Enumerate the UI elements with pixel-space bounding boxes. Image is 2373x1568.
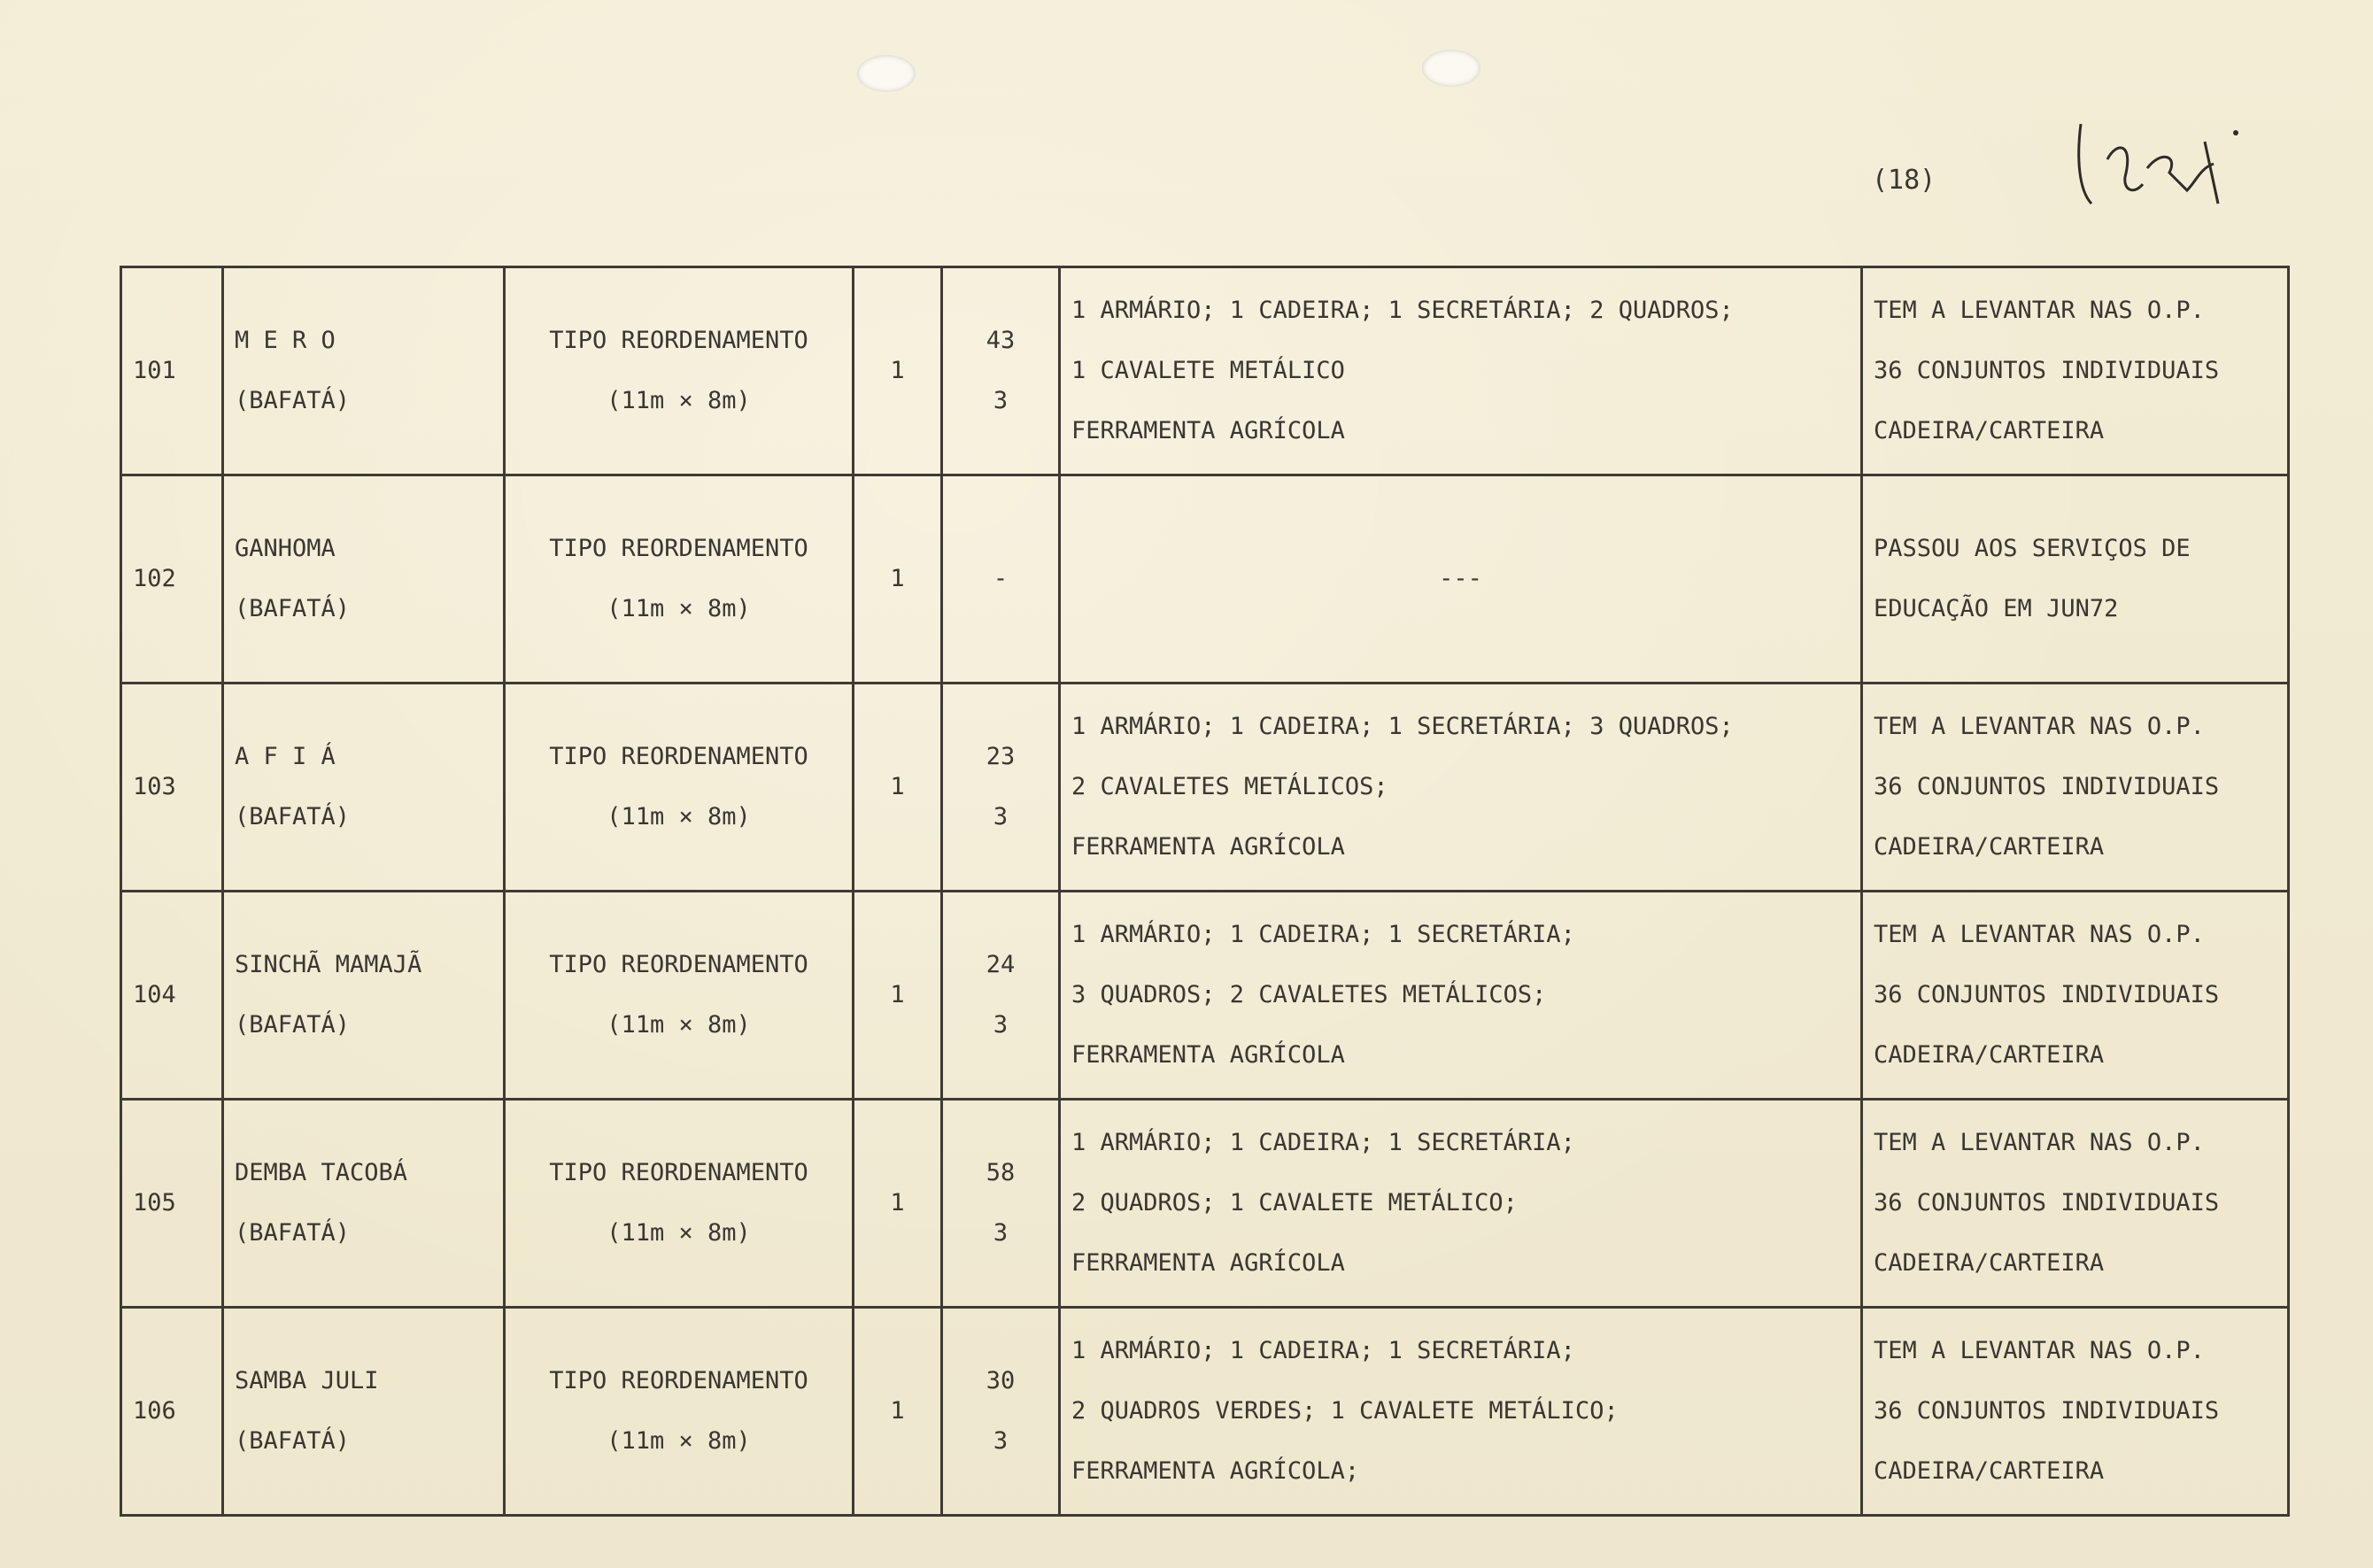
equipment-line-2: 2 QUADROS; 1 CAVALETE METÁLICO; — [1071, 1189, 1518, 1217]
observation-line-3: CADEIRA/CARTEIRA — [1874, 1249, 2105, 1277]
pupils-teachers-cell — [942, 267, 1060, 475]
classroom-count: 1 — [854, 1100, 942, 1308]
observation-line-1: TEM A LEVANTAR NAS O.P. — [1874, 1129, 2205, 1156]
equipment-line-3: FERRAMENTA AGRÍCOLA — [1071, 1249, 1345, 1277]
pupil-count: 43 — [986, 327, 1016, 354]
teacher-count: 3 — [993, 1011, 1009, 1039]
observation-line-3: CADEIRA/CARTEIRA — [1874, 1041, 2105, 1069]
building-dimensions: (11m × 8m) — [607, 595, 751, 622]
school-name-cell — [223, 684, 505, 892]
equipment-line-1: 1 ARMÁRIO; 1 CADEIRA; 1 SECRETÁRIA; — [1071, 1337, 1575, 1364]
observations-cell — [1862, 684, 2289, 892]
school-name: M E R O — [235, 327, 336, 354]
equipment-line-1: 1 ARMÁRIO; 1 CADEIRA; 1 SECRETÁRIA; — [1071, 921, 1575, 948]
equipment-line-3: FERRAMENTA AGRÍCOLA — [1071, 417, 1345, 444]
school-name: A F I Á — [235, 743, 336, 770]
building-type-cell — [505, 1308, 854, 1516]
school-region: (BAFATÁ) — [235, 1011, 351, 1039]
building-type: TIPO REORDENAMENTO — [549, 535, 808, 562]
teacher-count: 3 — [993, 1219, 1009, 1247]
table-row — [121, 1100, 2289, 1308]
building-dimensions: (11m × 8m) — [607, 1219, 751, 1247]
observation-line-3: CADEIRA/CARTEIRA — [1874, 1457, 2105, 1485]
teacher-count: 3 — [993, 1427, 1009, 1455]
building-type-cell — [505, 892, 854, 1100]
school-region: (BAFATÁ) — [235, 1219, 351, 1247]
building-dimensions: (11m × 8m) — [607, 1427, 751, 1455]
table-row — [121, 267, 2289, 475]
school-name-cell — [223, 892, 505, 1100]
school-number: 102 — [121, 475, 223, 684]
equipment-line-2: 1 CAVALETE METÁLICO — [1071, 357, 1345, 384]
school-number: 104 — [121, 892, 223, 1100]
building-type: TIPO REORDENAMENTO — [549, 1159, 808, 1186]
building-type: TIPO REORDENAMENTO — [549, 743, 808, 770]
school-name-cell — [223, 475, 505, 684]
building-type: TIPO REORDENAMENTO — [549, 1367, 808, 1394]
observation-line-1: TEM A LEVANTAR NAS O.P. — [1874, 297, 2205, 324]
school-region: (BAFATÁ) — [235, 387, 351, 414]
equipment-line-1: 1 ARMÁRIO; 1 CADEIRA; 1 SECRETÁRIA; 2 QUADROS; — [1071, 297, 1734, 324]
pupils-teachers-cell — [942, 475, 1060, 684]
equipment-line-1: 1 ARMÁRIO; 1 CADEIRA; 1 SECRETÁRIA; 3 QUADROS; — [1071, 713, 1734, 740]
teacher-count: 3 — [993, 387, 1009, 414]
school-name-cell — [223, 1308, 505, 1516]
building-type-cell — [505, 1100, 854, 1308]
classroom-count: 1 — [854, 267, 942, 475]
equipment-cell — [1060, 1100, 1862, 1308]
school-register-table — [120, 266, 2290, 1517]
school-name: SAMBA JULI — [235, 1367, 379, 1394]
table-row — [121, 1308, 2289, 1516]
equipment-line-1: 1 ARMÁRIO; 1 CADEIRA; 1 SECRETÁRIA; — [1071, 1129, 1575, 1156]
equipment-line-3: FERRAMENTA AGRÍCOLA — [1071, 1041, 1345, 1069]
classroom-count: 1 — [854, 684, 942, 892]
observation-line-1: TEM A LEVANTAR NAS O.P. — [1874, 713, 2205, 740]
pupils-teachers-cell — [942, 1308, 1060, 1516]
observation-line-3: CADEIRA/CARTEIRA — [1874, 833, 2105, 861]
school-number: 101 — [121, 267, 223, 475]
classroom-count: 1 — [854, 475, 942, 684]
equipment-cell — [1060, 475, 1862, 684]
observations-cell — [1862, 892, 2289, 1100]
observations-cell — [1862, 475, 2289, 684]
school-name: SINCHÃ MAMAJÃ — [235, 951, 422, 978]
observation-line-2: 36 CONJUNTOS INDIVIDUAIS — [1874, 1189, 2220, 1217]
school-region: (BAFATÁ) — [235, 803, 351, 830]
school-name-cell — [223, 267, 505, 475]
building-dimensions: (11m × 8m) — [607, 1011, 751, 1039]
equipment-line-3: FERRAMENTA AGRÍCOLA; — [1071, 1457, 1360, 1485]
observation-line-2: EDUCAÇÃO EM JUN72 — [1874, 595, 2119, 622]
observation-line-1: TEM A LEVANTAR NAS O.P. — [1874, 921, 2205, 948]
building-type: TIPO REORDENAMENTO — [549, 327, 808, 354]
building-type-cell — [505, 475, 854, 684]
table-row — [121, 684, 2289, 892]
school-number: 105 — [121, 1100, 223, 1308]
classroom-count: 1 — [854, 1308, 942, 1516]
pupils-teachers-cell — [942, 892, 1060, 1100]
building-dimensions: (11m × 8m) — [607, 387, 751, 414]
punch-hole-left — [857, 55, 916, 92]
classroom-count: 1 — [854, 892, 942, 1100]
equipment-cell — [1060, 1308, 1862, 1516]
observation-line-3: CADEIRA/CARTEIRA — [1874, 417, 2105, 444]
equipment-line-2: 2 CAVALETES METÁLICOS; — [1071, 773, 1388, 800]
observations-cell — [1862, 1308, 2289, 1516]
pupils-teachers-cell — [942, 1100, 1060, 1308]
observations-cell — [1862, 1100, 2289, 1308]
equipment-line-1: --- — [1439, 565, 1482, 592]
equipment-line-2: 2 QUADROS VERDES; 1 CAVALETE METÁLICO; — [1071, 1397, 1619, 1425]
handwritten-initials — [2072, 106, 2249, 221]
page-number: (18) — [1872, 165, 1936, 196]
school-name: DEMBA TACOBÁ — [235, 1159, 408, 1186]
pupil-count: 58 — [986, 1159, 1016, 1186]
school-region: (BAFATÁ) — [235, 595, 351, 622]
pupils-teachers-cell — [942, 684, 1060, 892]
equipment-cell — [1060, 267, 1862, 475]
building-type-cell — [505, 267, 854, 475]
teacher-count: 3 — [993, 803, 1009, 830]
observation-line-2: 36 CONJUNTOS INDIVIDUAIS — [1874, 773, 2220, 800]
school-number: 103 — [121, 684, 223, 892]
equipment-line-3: FERRAMENTA AGRÍCOLA — [1071, 833, 1345, 861]
school-name-cell — [223, 1100, 505, 1308]
pupil-count: - — [993, 565, 1009, 592]
observation-line-2: 36 CONJUNTOS INDIVIDUAIS — [1874, 357, 2220, 384]
school-region: (BAFATÁ) — [235, 1427, 351, 1455]
equipment-cell — [1060, 684, 1862, 892]
table-row — [121, 892, 2289, 1100]
school-number: 106 — [121, 1308, 223, 1516]
observation-line-1: PASSOU AOS SERVIÇOS DE — [1874, 535, 2191, 562]
pupil-count: 23 — [986, 743, 1016, 770]
building-type-cell — [505, 684, 854, 892]
punch-hole-right — [1422, 50, 1480, 87]
school-name: GANHOMA — [235, 535, 336, 562]
observation-line-2: 36 CONJUNTOS INDIVIDUAIS — [1874, 981, 2220, 1008]
observation-line-1: TEM A LEVANTAR NAS O.P. — [1874, 1337, 2205, 1364]
observation-line-2: 36 CONJUNTOS INDIVIDUAIS — [1874, 1397, 2220, 1425]
pupil-count: 24 — [986, 951, 1016, 978]
observations-cell — [1862, 267, 2289, 475]
equipment-line-2: 3 QUADROS; 2 CAVALETES METÁLICOS; — [1071, 981, 1547, 1008]
equipment-cell — [1060, 892, 1862, 1100]
table-row — [121, 475, 2289, 684]
building-type: TIPO REORDENAMENTO — [549, 951, 808, 978]
pupil-count: 30 — [986, 1367, 1016, 1394]
building-dimensions: (11m × 8m) — [607, 803, 751, 830]
